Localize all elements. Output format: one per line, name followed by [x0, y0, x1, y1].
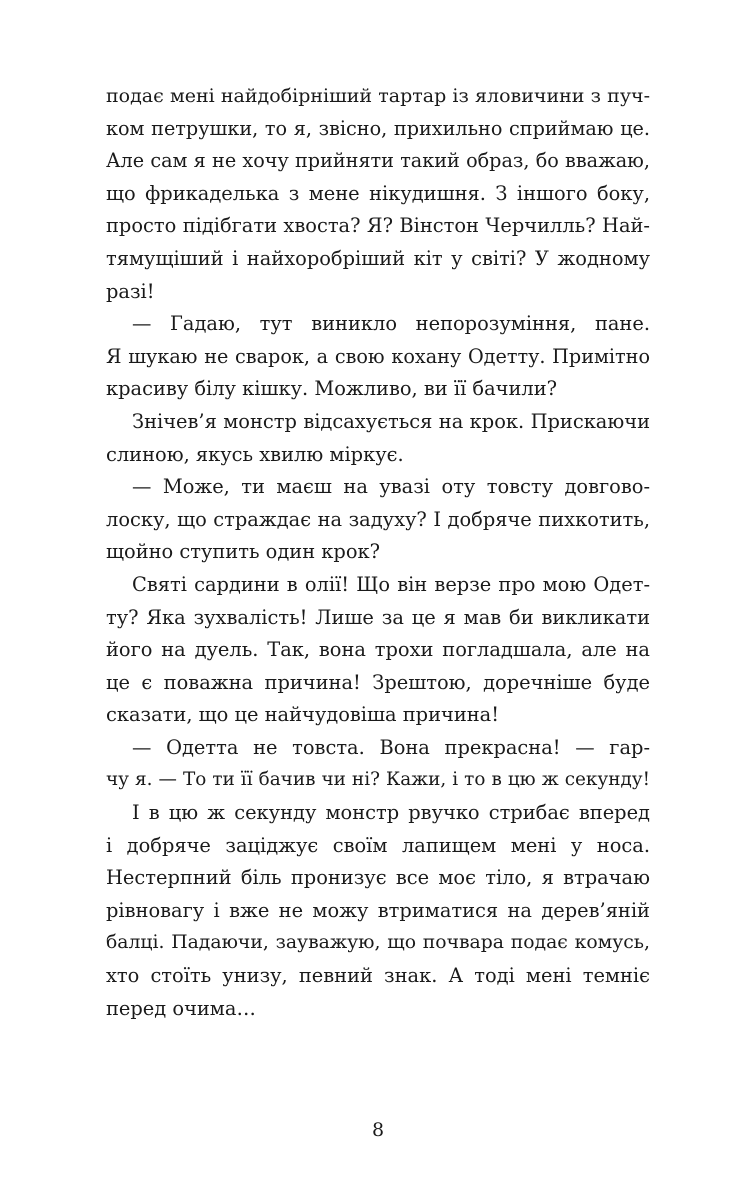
text-line: — Гадаю, тут виникло непорозуміння, пане.: [132, 312, 650, 336]
paragraph: [106, 732, 650, 797]
text-line: перед очима…: [106, 996, 256, 1020]
paragraph: [106, 308, 650, 406]
text-line: рівновагу і вже не можу втриматися на дерев’яній: [106, 898, 650, 922]
text-line: слиною, якусь хвилю міркує.: [106, 442, 404, 466]
paragraph: [106, 406, 650, 471]
text-line: Нестерпний біль пронизує все моє тіло, я втрачаю: [106, 866, 650, 890]
text-line: балці. Падаючи, зауважую, що почвара подає комусь,: [106, 932, 650, 954]
page-number: 8: [371, 1119, 385, 1141]
paragraph: [106, 471, 650, 569]
text-line: сказати, що це найчудовіша причина!: [106, 703, 500, 727]
text-line: ком петрушки, то я, звісно, прихильно сприймаю це.: [106, 116, 650, 140]
text-line: подає мені найдобірніший тартар із яловичини з пуч-: [106, 85, 650, 107]
text-line: чу я. — То ти її бачив чи ні? Кажи, і то в цю ж секунду!: [106, 769, 650, 791]
text-line: лоску, що страждає на задуху? І добряче пихкотить,: [106, 507, 650, 531]
text-line: його на дуель. Так, вона трохи погладшала, але на: [106, 638, 650, 662]
text-line: І в цю ж секунду монстр рвучко стрибає вперед: [132, 801, 650, 825]
text-line: Але сам я не хочу прийняти такий образ, бо вважаю,: [106, 149, 650, 173]
text-line: — Одетта не товста. Вона прекрасна! — гар-: [132, 735, 650, 759]
text-line: Знічев’я монстр відсахується на крок. Прискаючи: [132, 409, 650, 433]
text-line: Святі сардини в олії! Що він верзе про мою Одет-: [132, 572, 650, 596]
text-line: красиву білу кішку. Можливо, ви її бачили?: [106, 377, 558, 401]
text-line: це є поважна причина! Зрештою, доречніше буде: [106, 670, 650, 694]
text-line: разі!: [106, 279, 155, 303]
paragraph: [106, 80, 650, 308]
book-page-text: [106, 80, 650, 1025]
paragraph: [106, 797, 650, 1025]
text-line: ту? Яка зухвалість! Лише за це я мав би викликати: [106, 605, 650, 629]
text-line: просто підібгати хвоста? Я? Вінстон Черчилль? Най-: [106, 214, 650, 238]
text-line: тямущіший і найхоробріший кіт у світі? У жодному: [106, 246, 650, 270]
text-line: і добряче заціджує своїм лапищем мені у носа.: [106, 833, 650, 857]
text-line: хто стоїть унизу, певний знак. А тоді мені темніє: [106, 964, 650, 988]
text-line: — Може, ти маєш на увазі оту товсту довгово-: [132, 475, 650, 499]
paragraph: [106, 569, 650, 732]
text-line: що фрикаделька з мене нікудишня. З іншого боку,: [106, 181, 650, 205]
text-line: Я шукаю не сварок, а свою кохану Одетту. Примітно: [106, 344, 650, 368]
text-line: щойно ступить один крок?: [106, 540, 381, 564]
